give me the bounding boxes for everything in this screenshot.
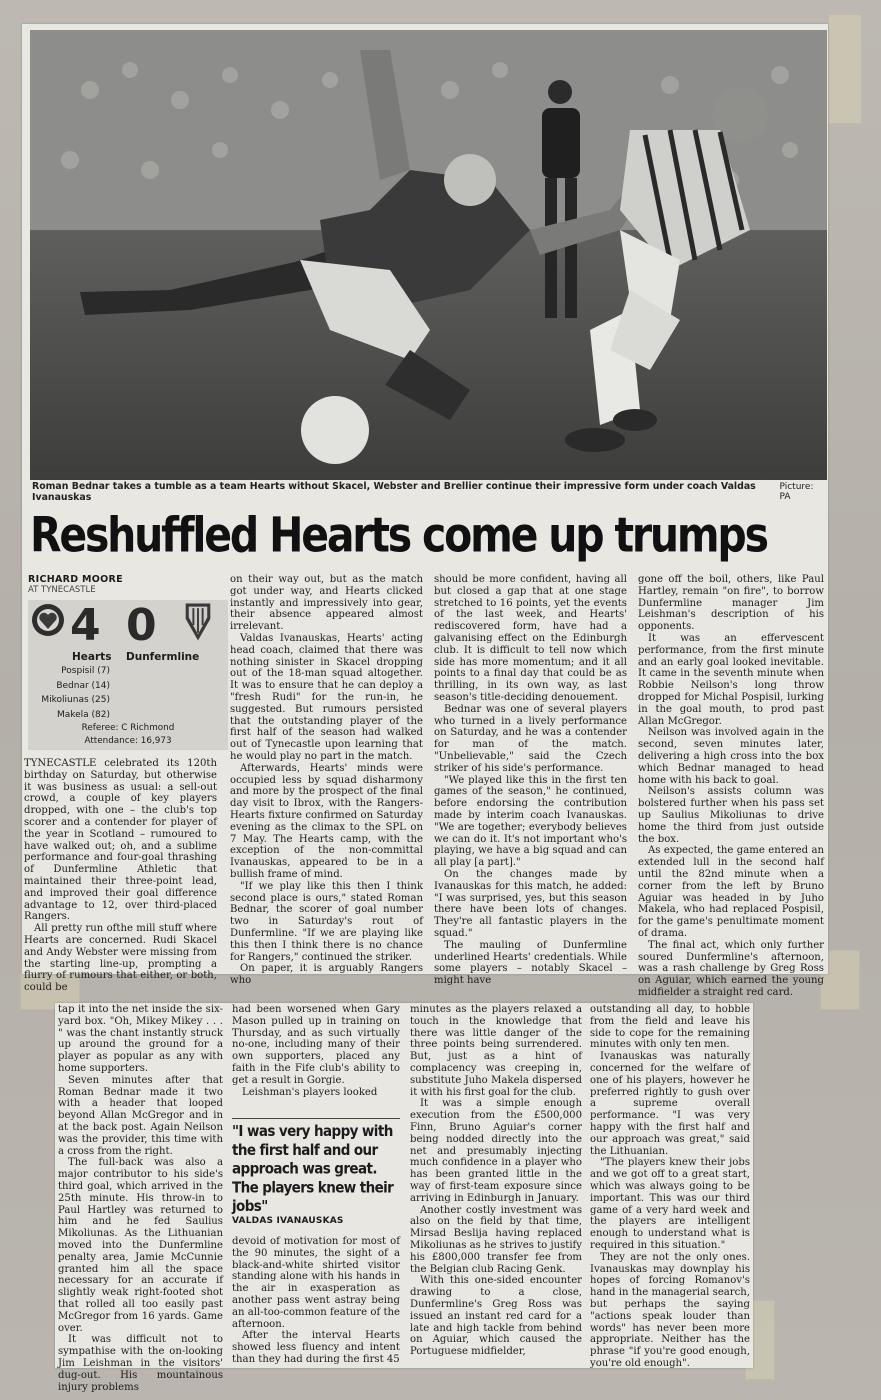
away-score: 0 xyxy=(126,600,157,651)
scorer-item: Pospisil (7) xyxy=(61,666,110,676)
article-column xyxy=(410,1004,582,1366)
article-paragraph: had been worsened when Gary Mason pulled up in training on Thursday, and as such virtually no-one, including many of their own supporters, placed any faith in the Fife club's ability to get a result in Gorgie. xyxy=(232,1004,400,1086)
article-paragraph: "The players knew their jobs and we got off to a great start, which was always going to be important. This was our third game of a very hard week and the players are intelligent enough to understand what is required in this situation." xyxy=(590,1157,750,1251)
headline: Reshuffled Hearts come up trumps xyxy=(30,506,767,564)
away-team-name: Dunfermline xyxy=(126,651,200,663)
pull-quote-text: "I was very happy with the first half and our approach was great. The players knew their jobs" xyxy=(232,1123,394,1216)
article-paragraph: outstanding all day, to hobble from the field and leave his side to cope for the remaining minutes with only ten men. xyxy=(590,1004,750,1051)
article-paragraph: Valdas Ivanauskas, Hearts' acting head coach, claimed that there was nothing sinister in Skacel dropping out of the 18-man squad altogether. It was to ensure that he can deploy a "fresh Rudi" for the run-in, he suggested. But rumours persisted that the outstanding player of the first half of the season had walked out of Tynecastle upon learning that he would play no part in the match. xyxy=(230,632,423,762)
article-paragraph: Neilson was involved again in the second, seven minutes later, delivering a high cross into the box which Bednar managed to head home with his back to goal. xyxy=(638,727,824,786)
article-paragraph: Neilson's assists column was bolstered further when his pass set up Saulius Mikoliunas to drive home the third from just outside the box. xyxy=(638,786,824,845)
scorer-item: Bednar (14) xyxy=(56,680,110,691)
article-paragraph: All pretty run ofthe mill stuff where Hearts are concerned. Rudi Skacel and Andy Webster were missing from the starting line-up, prompting a flurry of rumours that either, or both, could be xyxy=(24,923,217,994)
article-column xyxy=(232,1004,400,1122)
article-paragraph: The full-back was also a major contributor to his side's third goal, which arrived in the 25th minute. His throw-in to Paul Hartley was returned to him and he fed Saulius Mikoliunas. As the Lithuanian moved into the Dunfermline penalty area, Jamie McCunnie granted him all the space necessary for an accurate if slightly weak right-footed shot that rolled all too easily past McGregor from 16 yards. Game over. xyxy=(58,1157,223,1334)
match-photo-illustration xyxy=(30,30,827,480)
article-column xyxy=(230,574,423,987)
dunfermline-crest-icon xyxy=(180,602,216,642)
byline-location: AT TYNECASTLE xyxy=(28,585,96,595)
article-column xyxy=(24,758,217,994)
scorer-item: Makela (82) xyxy=(56,709,110,720)
article-paragraph: After the interval Hearts showed less fluency and intent than they had during the first 45 xyxy=(232,1330,400,1365)
hearts-crest-icon xyxy=(30,602,66,642)
article-paragraph: should be more confident, having all but closed a gap that at one stage stretched to 16 points, yet the events of the last week, and Hearts' rediscovered form, have had a galvanising effect on the Edinburgh club. It is difficult to tell now which side has more momentum; and it all points to a final day that could be as thrilling, in its own way, as last season's title-deciding denouement. xyxy=(434,574,627,703)
article-paragraph: It was difficult not to sympathise with the on-looking Jim Leishman in the visitors' dug-out. His mountainous injury problems xyxy=(58,1334,223,1393)
article-paragraph: On the changes made by Ivanauskas for this match, he added: "I was surprised, yes, but this season there have been lots of changes. They're all fantastic players in the squad." xyxy=(434,868,627,939)
photo-caption: Roman Bednar takes a tumble as a team Hearts without Skacel, Webster and Brellier continue their impressive form under coach Valdas Ivanauskas xyxy=(32,481,756,503)
article-paragraph: Ivanauskas was naturally concerned for the welfare of one of his players, however he preferred rightly to gush over a supreme overall performance. "I was very happy with the first half and our approach was great," said the Lithuanian. xyxy=(590,1051,750,1157)
article-paragraph: on their way out, but as the match got under way, and Hearts clicked instantly and impressively into gear, their absence appeared almost irrelevant. xyxy=(230,574,423,633)
article-paragraph: With this one-sided encounter drawing to a close, Dunfermline's Greg Ross was issued an instant red card for a late and high tackle from behind on Aguiar, which caused the Portuguese midfielder, xyxy=(410,1275,582,1358)
scorer-item: Mikoliunas (25) xyxy=(41,695,110,705)
article-paragraph: tap it into the net inside the six-yard box. "Oh, Mikey Mikey . . . " was the chant instantly struck up around the ground for a player as popular as any with home supporters. xyxy=(58,1004,223,1074)
article-paragraph: Another costly investment was also on the field by that time, Mirsad Beslija having replaced Mikoliunas as he strives to justify his £800,000 transfer fee from the Belgian club Racing Genk. xyxy=(410,1204,582,1275)
byline-author: RICHARD MOORE xyxy=(28,574,123,585)
article-paragraph: Seven minutes after that Roman Bednar made it two with a header that looped beyond Allan McGregor and in at the back post. Again Neilson was the provider, this time with a cross from the right. xyxy=(58,1074,223,1157)
score-box xyxy=(28,600,228,750)
article-paragraph: On paper, it is arguably Rangers who xyxy=(230,963,423,987)
article-column xyxy=(58,1004,223,1393)
article-paragraph: It was a simple enough execution from the £500,000 Finn, Bruno Aguiar's corner being nodded directly into the net and presumably injecting much confidence in a player who has been granted little in the way of first-team exposure since arriving in Edinburgh in January. xyxy=(410,1098,582,1204)
home-score: 4 xyxy=(70,600,101,651)
home-team-name: Hearts xyxy=(72,651,112,663)
article-paragraph: Bednar was one of several players who turned in a lively performance on Saturday, and he was a contender for man of the match. "Unbelievable," said the Czech striker of his side's performance. xyxy=(434,703,627,774)
article-column xyxy=(638,574,824,998)
pull-quote-attribution: VALDAS IVANAUSKAS xyxy=(232,1216,344,1226)
article-paragraph: "We played like this in the first ten games of the season," he continued, before endorsing the contribution made by interim coach Ivanauskas. "We are together; everybody believes we can do it. It's not important who's playing, we have a big squad and can all play [a part]." xyxy=(434,774,627,869)
article-paragraph: It was an effervescent performance, from the first minute and an early goal looked inevitable. It came in the seventh minute when Robbie Neilson's long throw dropped for Michal Pospisil, lurking in the goal mouth, to prod past Allan McGregor. xyxy=(638,632,824,727)
photo-credit: Picture: PA xyxy=(779,482,814,502)
referee-line: Referee: C Richmond xyxy=(81,723,175,733)
attendance-line: Attendance: 16,973 xyxy=(84,736,172,746)
football xyxy=(301,396,369,464)
article-column xyxy=(232,1236,400,1366)
article-paragraph: gone off the boil, others, like Paul Hartley, remain "on fire", to borrow Dunfermline manager Jim Leishman's description of his opponents. xyxy=(638,574,824,633)
match-photo xyxy=(30,30,827,480)
byline xyxy=(28,574,228,595)
article-paragraph: They are not the only ones. Ivanauskas may downplay his hopes of forcing Romanov's hand in the managerial search, but perhaps the saying "actions speak louder than words" has never been more appropriate. Neither has the phrase "if you're good enough, you're old enough". xyxy=(590,1251,750,1369)
article-paragraph: devoid of motivation for most of the 90 minutes, the sight of a black-and-white shirted visitor standing alone with his hands in the air in exasperation as another pass went astray being an all-too-common feature of the afternoon. xyxy=(232,1236,400,1330)
tape-strip xyxy=(828,14,862,124)
article-paragraph: The mauling of Dunfermline underlined Hearts' credentials. While some players – notably Skacel – might have xyxy=(434,939,627,987)
article-paragraph: minutes as the players relaxed a touch in the knowledge that there was little danger of the three points being surrendered. But, just as a hint of complacency was creeping in, substitute Juho Makela dispersed it with his first goal for the club. xyxy=(410,1004,582,1098)
article-paragraph: Afterwards, Hearts' minds were occupied less by squad disharmony and more by the prospect of the final day visit to Ibrox, with the Rangers-Hearts fixture confirmed on Saturday evening as the climax to the SPL on 7 May. The Hearts camp, with the exception of the non-committal Ivanauskas, appeared to be in a bullish frame of mind. xyxy=(230,762,423,880)
article-paragraph: TYNECASTLE celebrated its 120th birthday on Saturday, but otherwise it was business as usual: a sell-out crowd, a couple of key players dropped, with one – the club's top scorer and a contender for player of the year in Scotland – rumoured to have walked out; oh, and a sublime performance and four-goal thrashing of Dunfermline Athletic that maintained their three-point lead, and improved their goal difference advantage to 12, over third-placed Rangers. xyxy=(24,758,217,923)
article-paragraph: "If we play like this then I think second place is ours," stated Roman Bednar, the scorer of goal number two in Saturday's rout of Dunfermline. "If we are playing like this then I think there is no chance for Rangers," continued the striker. xyxy=(230,880,423,963)
article-paragraph: As expected, the game entered an extended lull in the second half until the 82nd minute when a corner from the left by Bruno Aguiar was headed in by Juho Makela, who had replaced Pospisil, for the game's penultimate moment of drama. xyxy=(638,845,824,939)
pull-quote xyxy=(232,1118,400,1230)
article-paragraph: Leishman's players looked xyxy=(242,1086,378,1098)
article-paragraph: The final act, which only further soured Dunfermline's afternoon, was a rash challenge by Greg Ross on Aguiar, which earned the young midfielder a straight red card. xyxy=(638,939,824,998)
goal-scorers-list xyxy=(41,664,110,722)
article-column xyxy=(590,1004,750,1369)
article-column xyxy=(434,574,627,987)
